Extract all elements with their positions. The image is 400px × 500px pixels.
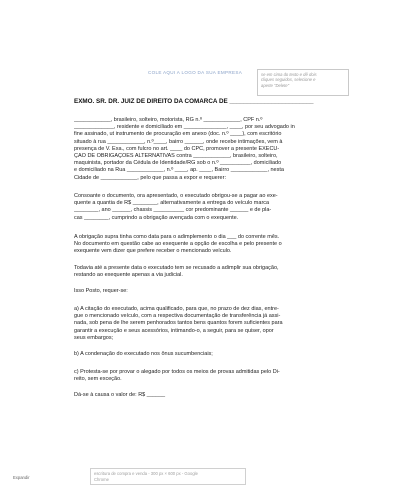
paragraph-line: Consoante o documento, ora apresentado, o executado obrigou-se a pagar ao exe- (74, 193, 278, 199)
paragraph-line: b) A condenação do executado nos ônus sucumbenciais; (74, 351, 213, 357)
paragraph-line: ________, ano ______, chassis __________ cor predominante ______ e de pla- (74, 207, 272, 214)
tip-line: cliques seguidos, selecione e (261, 77, 316, 83)
paragraph-line: quente a quantia de R$ ________, alternativamente a entrega do veículo marca (74, 200, 270, 207)
document-title: EXMO. SR. DR. JUIZ DE DIREITO DA COMARCA DE ________________________ (74, 98, 314, 105)
paragraph-line: cas ________, cumprindo a obrigação avençada com o exequente. (74, 214, 239, 221)
paragraph-due-date (74, 234, 342, 256)
side-label: Expandir (13, 475, 30, 480)
paragraph-requests-intro (74, 288, 342, 295)
tip-line: se em cima do texto e dê dois (261, 72, 317, 77)
paragraph-line: reito, sem exceção. (74, 376, 122, 383)
paragraph-refusal (74, 265, 342, 279)
paragraph-request-a (74, 306, 342, 342)
paragraph-qualification (74, 117, 342, 182)
window-caption-box (90, 468, 246, 485)
paragraph-line: gue o mencionado veículo, com a respectiva documentação de transferência já assi- (74, 313, 281, 320)
paragraph-line: fine assinado, ut instrumento de procuração em anexo (doc. n.º ____), com escritório (74, 131, 282, 138)
paragraph-line: A obrigação supra tinha como data para o adimplemento o dia ___ do corrente mês. (74, 234, 280, 240)
paragraph-line: nada, sob pena de lhe serem penhorados tantos bens quantos forem suficientes para (74, 320, 283, 327)
caption-line: escritura de compra e venda - 300 px × 600 px - Google (94, 471, 198, 476)
paragraph-request-c (74, 369, 342, 383)
tip-line: aperte "Delete" (261, 82, 290, 88)
paragraph-line: Dá-se à causa o valor de: R$ ______ (74, 392, 166, 398)
paragraph-line: _____________, residente e domiciliado em ______________, ____, por seu advogado in (74, 124, 295, 131)
paragraph-line: restando ao exequente apenas a via judicial. (74, 272, 183, 279)
paragraph-line: No documento em questão cabe ao exequente a opção de escolha e pelo presente o (74, 241, 282, 248)
paragraph-line: presença de V. Exa., com fulcro no art. ____ do CPC, promover a presente EXECU- (74, 145, 280, 152)
paragraph-line: ____________, brasileiro, solteiro, motorista, RG n.º ____________, CPF n.º (74, 117, 263, 123)
paragraph-line: Todavia até a presente data o executado tem se recusado a adimplir sua obrigação, (74, 265, 279, 271)
paragraph-line: ÇÃO DE OBRIGAÇÕES ALTERNATIVAS contra ____________, brasileiro, solteiro, (74, 153, 278, 160)
paragraph-line: Cidade de ____________, pelo que passa a expor e requerer: (74, 174, 226, 181)
paragraph-line: maquinista, portador da Cédula de Identidade/RG sob o n.º __________, domiciliado (74, 160, 282, 167)
caption-line: Chrome (94, 476, 109, 482)
paragraph-line: Isso Posto, requer-se: (74, 288, 128, 294)
paragraph-line: e domiciliado na Rua ____________, n.º ____, ap. ____, Bairro ____________, nesta (74, 167, 284, 174)
logo-placeholder-text: COLE AQUI A LOGO DA SUA EMPRESA (148, 70, 243, 75)
paragraph-line: seus embargos; (74, 334, 114, 341)
paragraph-line: c) Protesta-se por provar o alegado por todos os meios de provas admitidas pelo Di- (74, 369, 280, 375)
paragraph-obligation (74, 193, 342, 222)
paragraph-claim-value (74, 392, 342, 399)
paragraph-line: garantir a execução e seus acessórios, intimando-o, a seguir, para se quiser, opor (74, 327, 274, 334)
paragraph-line: exequente vem dizer que prefere receber o mencionado veículo. (74, 248, 232, 255)
tip-box (257, 69, 349, 96)
paragraph-line: situado à rua ____________, n.º____, bairro ______, onde recebe intimações, vem à (74, 138, 283, 145)
paragraph-line: a) A citação do executado, acima qualificado, para que, no prazo de dez dias, entre- (74, 306, 279, 312)
paragraph-request-b (74, 351, 342, 358)
